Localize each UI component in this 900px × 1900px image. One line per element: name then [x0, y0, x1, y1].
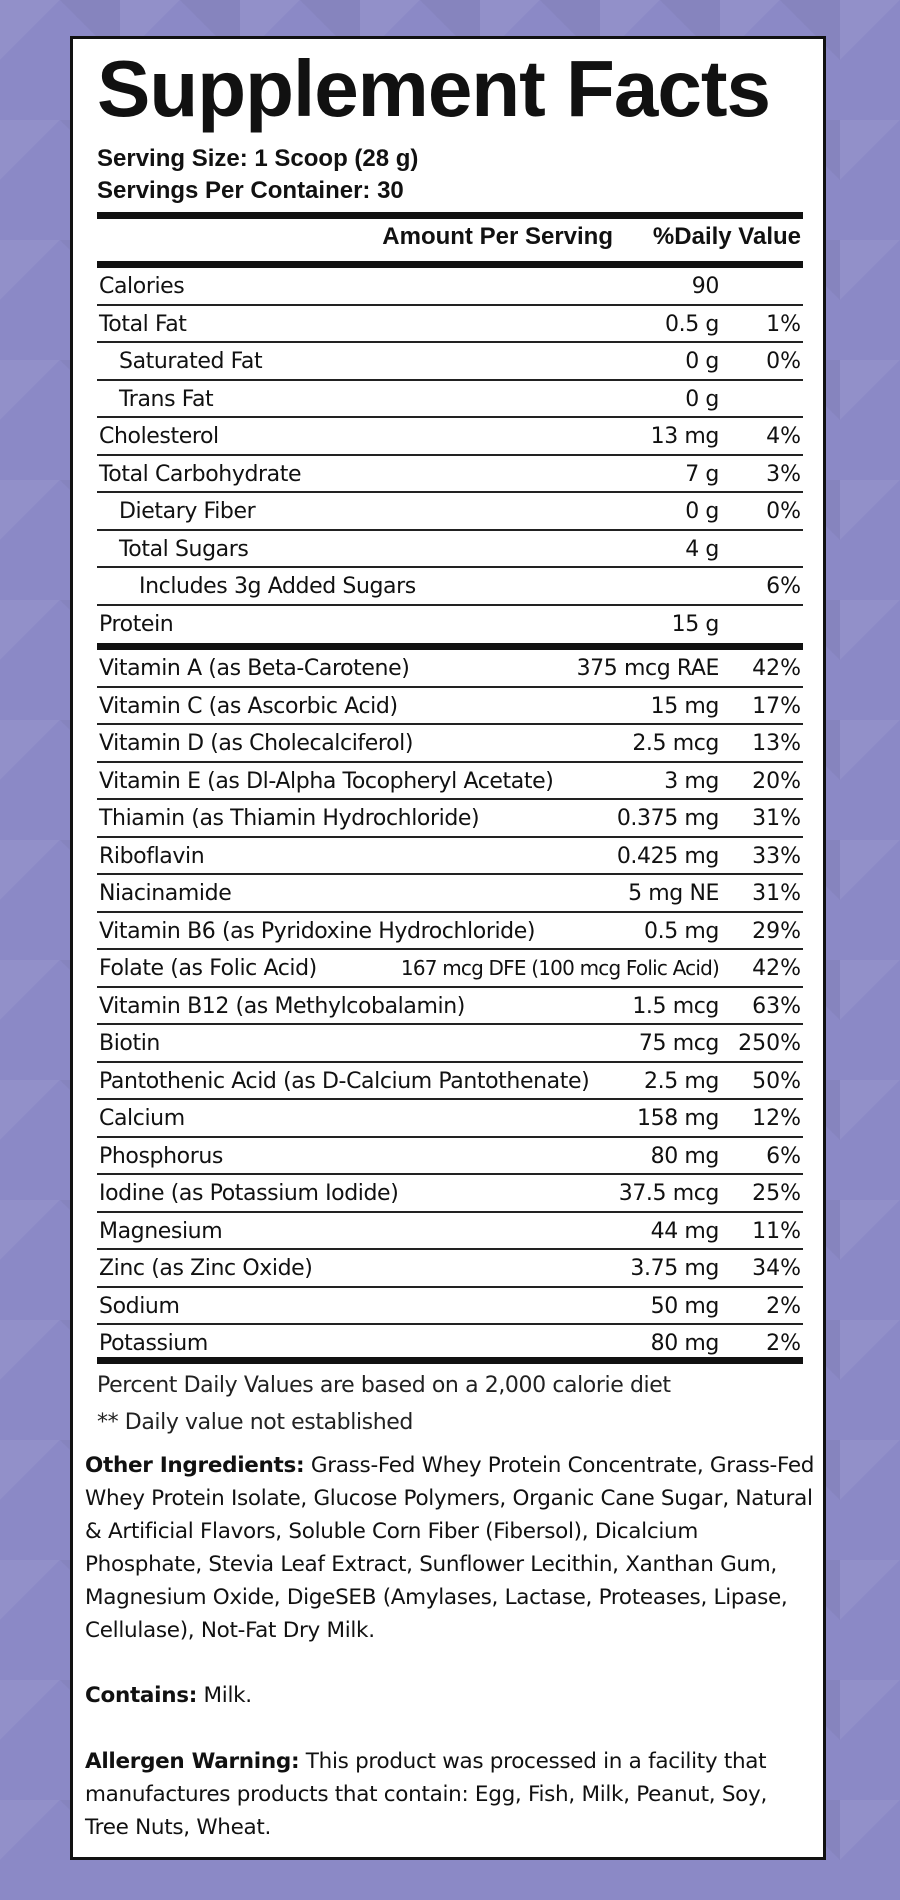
contains-text: Milk.: [197, 1683, 252, 1708]
row-amount: 15 mg: [650, 693, 719, 719]
row-amount: 44 mg: [650, 1218, 719, 1244]
row-amount: 80 mg: [650, 1143, 719, 1169]
row-amount: 2.5 mg: [644, 1068, 719, 1094]
row-daily-value: 34%: [752, 1256, 801, 1281]
table-row: [97, 531, 803, 569]
table-row: [97, 1138, 803, 1176]
page-title: Supplement Facts: [97, 44, 771, 133]
thick-divider: [97, 643, 803, 650]
table-row: [97, 418, 803, 456]
row-daily-value: 2%: [766, 1331, 801, 1356]
row-name: Includes 3g Added Sugars: [139, 574, 416, 599]
row-daily-value: 6%: [766, 574, 801, 599]
row-name: Cholesterol: [99, 424, 219, 449]
table-row: [97, 493, 803, 531]
row-amount: 3 mg: [664, 768, 719, 794]
table-row: [97, 838, 803, 876]
table-header: [97, 219, 803, 257]
row-name: Sodium: [99, 1293, 180, 1319]
table-row: [97, 1025, 803, 1063]
table-row: [97, 1250, 803, 1288]
row-name: Folate (as Folic Acid): [99, 956, 317, 981]
row-name: Magnesium: [99, 1218, 223, 1244]
other-ingredients-text: Grass-Fed Whey Protein Concentrate, Grass-Fed Whey Protein Isolate, Glucose Polymers, Organic Cane Sugar, Natural & Artificial Flavors, Soluble Corn Fiber (Fibersol), Dicalcium Phosphate, Stevia Leaf Extract, Sunflower Lecithin, Xanthan Gum, Magnesium Oxide, DigeSEB (Amylases, Lactase, Proteases, Lipase, Cellulase), Not-Fat Dry Milk.: [85, 1453, 815, 1643]
row-amount: 4 g: [685, 536, 719, 562]
row-name: Vitamin E (as Dl-Alpha Tocopheryl Acetate): [99, 768, 554, 794]
supplement-facts-panel: [70, 36, 826, 1860]
daily-value-footnote: Percent Daily Values are based on a 2,000 calorie diet: [97, 1373, 671, 1398]
row-daily-value: 2%: [766, 1293, 801, 1319]
row-name: Vitamin B12 (as Methylcobalamin): [99, 993, 465, 1019]
row-amount: 1.5 mcg: [632, 993, 719, 1019]
row-daily-value: 25%: [752, 1181, 801, 1206]
table-row: [97, 800, 803, 838]
row-amount: 0.375 mg: [616, 806, 719, 831]
row-amount: 37.5 mcg: [618, 1181, 719, 1206]
table-row: [97, 1175, 803, 1213]
row-name: Vitamin B6 (as Pyridoxine Hydrochloride): [99, 918, 536, 944]
table-row: [97, 268, 803, 306]
row-daily-value: 0%: [766, 499, 801, 524]
row-name: Saturated Fat: [119, 349, 263, 374]
table-row: [97, 875, 803, 913]
row-amount: 15 g: [671, 611, 719, 637]
thick-divider: [97, 1357, 803, 1364]
row-daily-value: 1%: [766, 311, 801, 337]
row-amount: 13 mg: [650, 424, 719, 449]
row-amount: 375 mcg RAE: [576, 656, 719, 681]
row-name: Phosphorus: [99, 1143, 223, 1169]
row-amount: 0.425 mg: [616, 843, 719, 869]
row-daily-value: 17%: [752, 693, 801, 719]
row-amount: 0 g: [685, 499, 719, 524]
row-daily-value: 50%: [752, 1068, 801, 1094]
row-daily-value: 12%: [752, 1106, 801, 1131]
row-amount: 80 mg: [650, 1331, 719, 1356]
row-amount: 0 g: [685, 349, 719, 374]
row-name: Niacinamide: [99, 881, 232, 906]
table-row: [97, 913, 803, 951]
table-row: [97, 606, 803, 644]
row-daily-value: 63%: [752, 993, 801, 1019]
table-row: [97, 725, 803, 763]
row-name: Total Sugars: [119, 536, 249, 562]
row-daily-value: 250%: [738, 1031, 801, 1056]
table-row: [97, 763, 803, 801]
row-amount: 50 mg: [650, 1293, 719, 1319]
table-row: [97, 988, 803, 1026]
row-name: Iodine (as Potassium Iodide): [99, 1181, 399, 1206]
row-amount: 0.5 g: [665, 311, 719, 337]
other-ingredients-label: Other Ingredients:: [85, 1453, 305, 1478]
thick-divider: [97, 212, 803, 219]
row-daily-value: 29%: [752, 918, 801, 944]
row-name: Vitamin A (as Beta-Carotene): [99, 656, 410, 681]
row-name: Biotin: [99, 1031, 160, 1056]
row-amount: 3.75 mg: [630, 1256, 719, 1281]
table-row: [97, 343, 803, 381]
row-name: Calcium: [99, 1106, 185, 1131]
row-name: Protein: [99, 611, 174, 637]
row-daily-value: 0%: [766, 349, 801, 374]
table-row: [97, 688, 803, 726]
row-amount: 5 mg NE: [628, 881, 719, 906]
row-amount: 0.5 mg: [644, 918, 719, 944]
row-name: Riboflavin: [99, 843, 205, 869]
row-name: Vitamin C (as Ascorbic Acid): [99, 693, 398, 719]
table-row: [97, 950, 803, 988]
row-daily-value: 31%: [752, 806, 801, 831]
row-amount: 90: [691, 274, 719, 299]
contains-label: Contains:: [85, 1683, 198, 1708]
table-row: [97, 1063, 803, 1101]
row-name: Total Fat: [99, 311, 187, 337]
row-daily-value: 33%: [752, 843, 801, 869]
row-name: Trans Fat: [119, 386, 214, 412]
table-row: [97, 650, 803, 688]
row-amount: 167 mcg DFE (100 mcg Folic Acid): [400, 956, 719, 980]
servings-per-container: Servings Per Container: 30: [97, 177, 404, 204]
row-name: Calories: [99, 274, 185, 299]
row-daily-value: 42%: [752, 956, 801, 981]
vitamin-mineral-table: [97, 650, 803, 1363]
contains: [85, 1679, 815, 1712]
table-row: [97, 1213, 803, 1251]
allergen-warning-text: This product was processed in a facility that manufactures products that contain: Egg, Fish, Milk, Peanut, Soy, Tree Nuts, Wheat.: [85, 1749, 767, 1840]
row-name: Zinc (as Zinc Oxide): [99, 1256, 313, 1281]
row-name: Vitamin D (as Cholecalciferol): [99, 731, 414, 756]
row-daily-value: 4%: [766, 424, 801, 449]
table-row: [97, 381, 803, 419]
row-daily-value: 31%: [752, 881, 801, 906]
table-row: [97, 1288, 803, 1326]
row-name: Potassium: [99, 1331, 208, 1356]
daily-value-header: %Daily Value: [652, 223, 801, 250]
nutrition-table: [97, 268, 803, 643]
table-row: [97, 568, 803, 606]
row-daily-value: 42%: [752, 656, 801, 681]
thick-divider: [97, 261, 803, 268]
row-name: Total Carbohydrate: [99, 461, 302, 487]
table-row: [97, 1100, 803, 1138]
row-amount: 0 g: [685, 386, 719, 412]
other-ingredients: [85, 1449, 815, 1647]
row-daily-value: 11%: [752, 1218, 801, 1244]
row-name: Thiamin (as Thiamin Hydrochloride): [99, 806, 480, 831]
row-daily-value: 6%: [766, 1143, 801, 1169]
row-amount: 2.5 mcg: [632, 731, 719, 756]
row-amount: 7 g: [685, 461, 719, 487]
row-name: Pantothenic Acid (as D-Calcium Pantothenate): [99, 1068, 590, 1094]
table-row: [97, 456, 803, 494]
allergen-warning-label: Allergen Warning:: [85, 1749, 300, 1774]
amount-per-serving-header: Amount Per Serving: [382, 223, 613, 250]
row-daily-value: 20%: [752, 768, 801, 794]
row-daily-value: 13%: [752, 731, 801, 756]
row-amount: 158 mg: [637, 1106, 719, 1131]
serving-size: Serving Size: 1 Scoop (28 g): [97, 145, 419, 172]
allergen-warning: [85, 1745, 815, 1844]
row-daily-value: 3%: [766, 461, 801, 487]
row-amount: 75 mcg: [638, 1031, 719, 1056]
not-established-footnote: ** Daily value not established: [97, 1410, 413, 1435]
row-name: Dietary Fiber: [119, 499, 256, 524]
table-row: [97, 306, 803, 344]
